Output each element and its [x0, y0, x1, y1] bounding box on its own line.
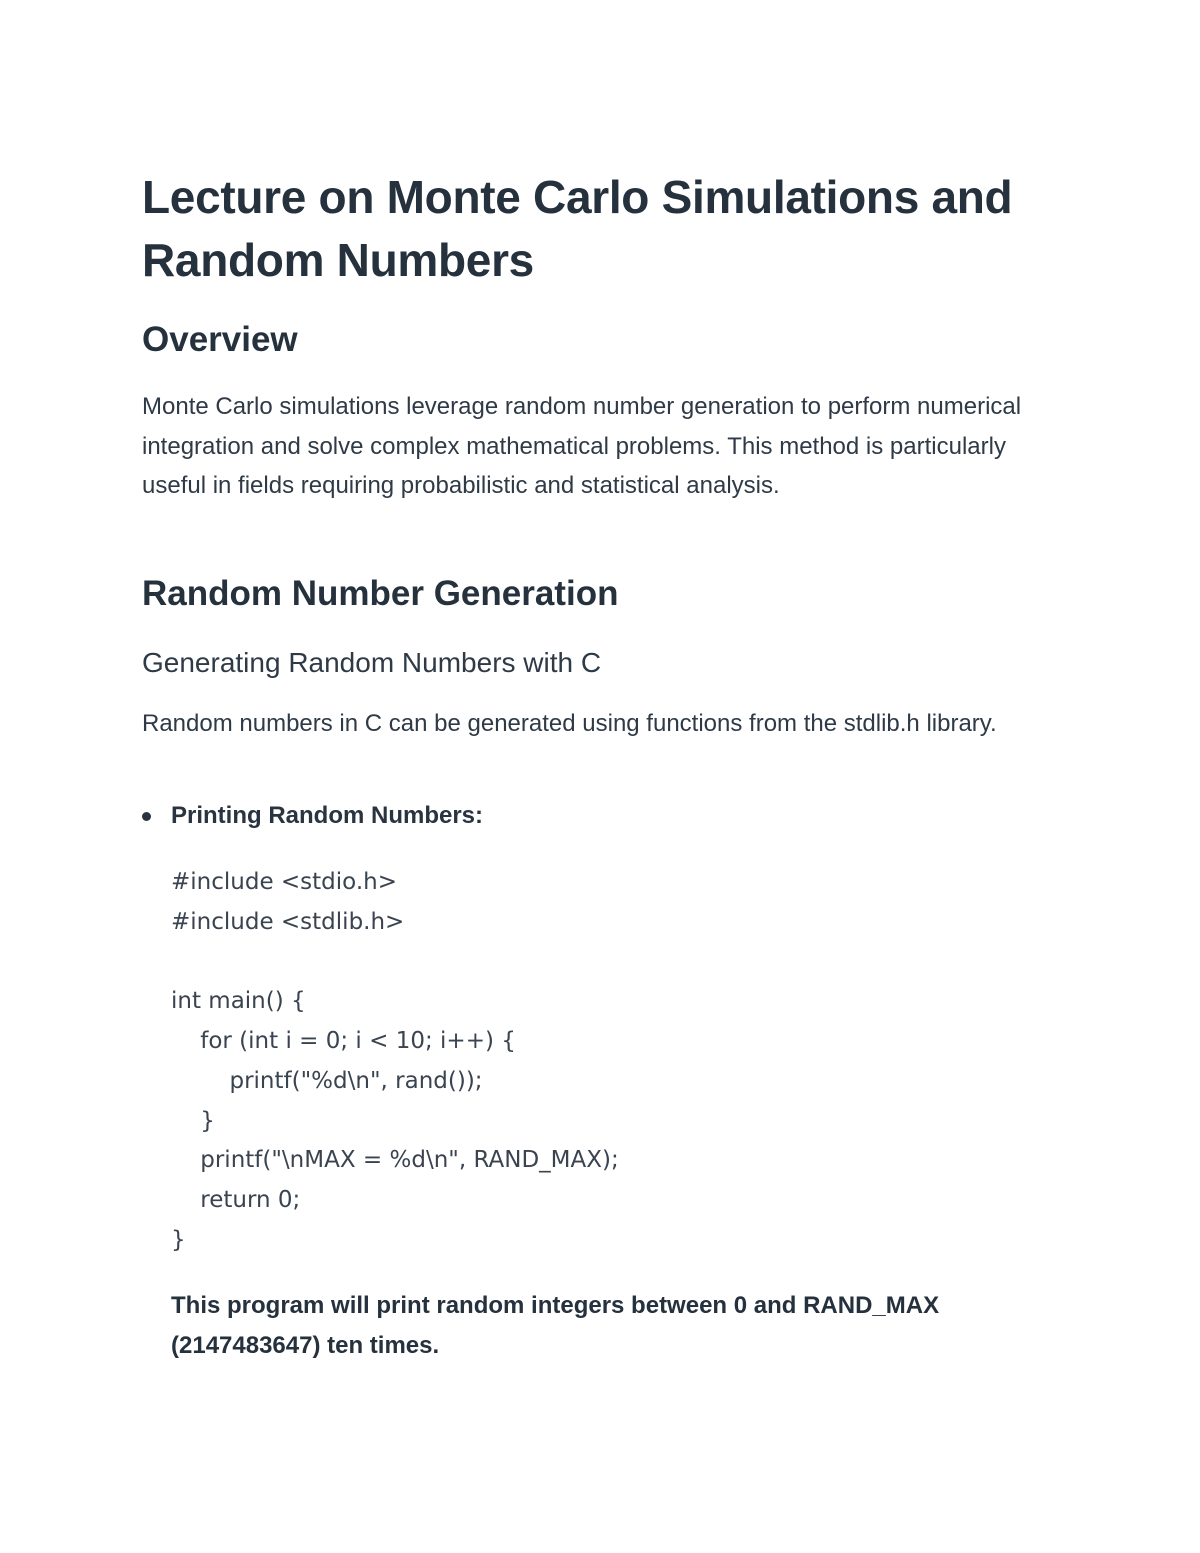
bullet-dot-icon [142, 812, 151, 821]
code-line: #include <stdlib.h> [171, 908, 405, 935]
code-line: printf("\nMAX = %d\n", RAND_MAX); [171, 1147, 619, 1174]
code-line: for (int i = 0; i < 10; i++) { [171, 1028, 516, 1054]
code-line: int main() { [171, 988, 306, 1015]
generating-random-numbers-paragraph: Random numbers in C can be generated using functions from the stdlib.h library. [142, 710, 997, 737]
code-line: #include <stdio.h> [171, 869, 398, 895]
code-line: } [171, 1226, 186, 1253]
code-block [171, 863, 619, 1261]
code-line: printf("%d\n", rand()); [171, 1067, 483, 1094]
code-line: return 0; [171, 1187, 301, 1213]
overview-paragraph: Monte Carlo simulations leverage random number generation to perform numerical integration and solve complex mathematical problems. This method is particularly useful in fields requiring probabilistic and statistical analysis. [142, 393, 1022, 499]
page-title: Lecture on Monte Carlo Simulations and Random Numbers [142, 171, 1013, 286]
code-line [171, 943, 619, 983]
generating-random-numbers-subheading: Generating Random Numbers with C [142, 647, 602, 678]
code-line: } [171, 1107, 215, 1134]
code-explanation-paragraph: This program will print random integers between 0 and RAND_MAX (2147483647) ten times. [171, 1292, 940, 1359]
random-number-generation-heading: Random Number Generation [142, 574, 619, 613]
bullet-label: Printing Random Numbers: [171, 802, 484, 829]
overview-heading: Overview [142, 320, 298, 359]
